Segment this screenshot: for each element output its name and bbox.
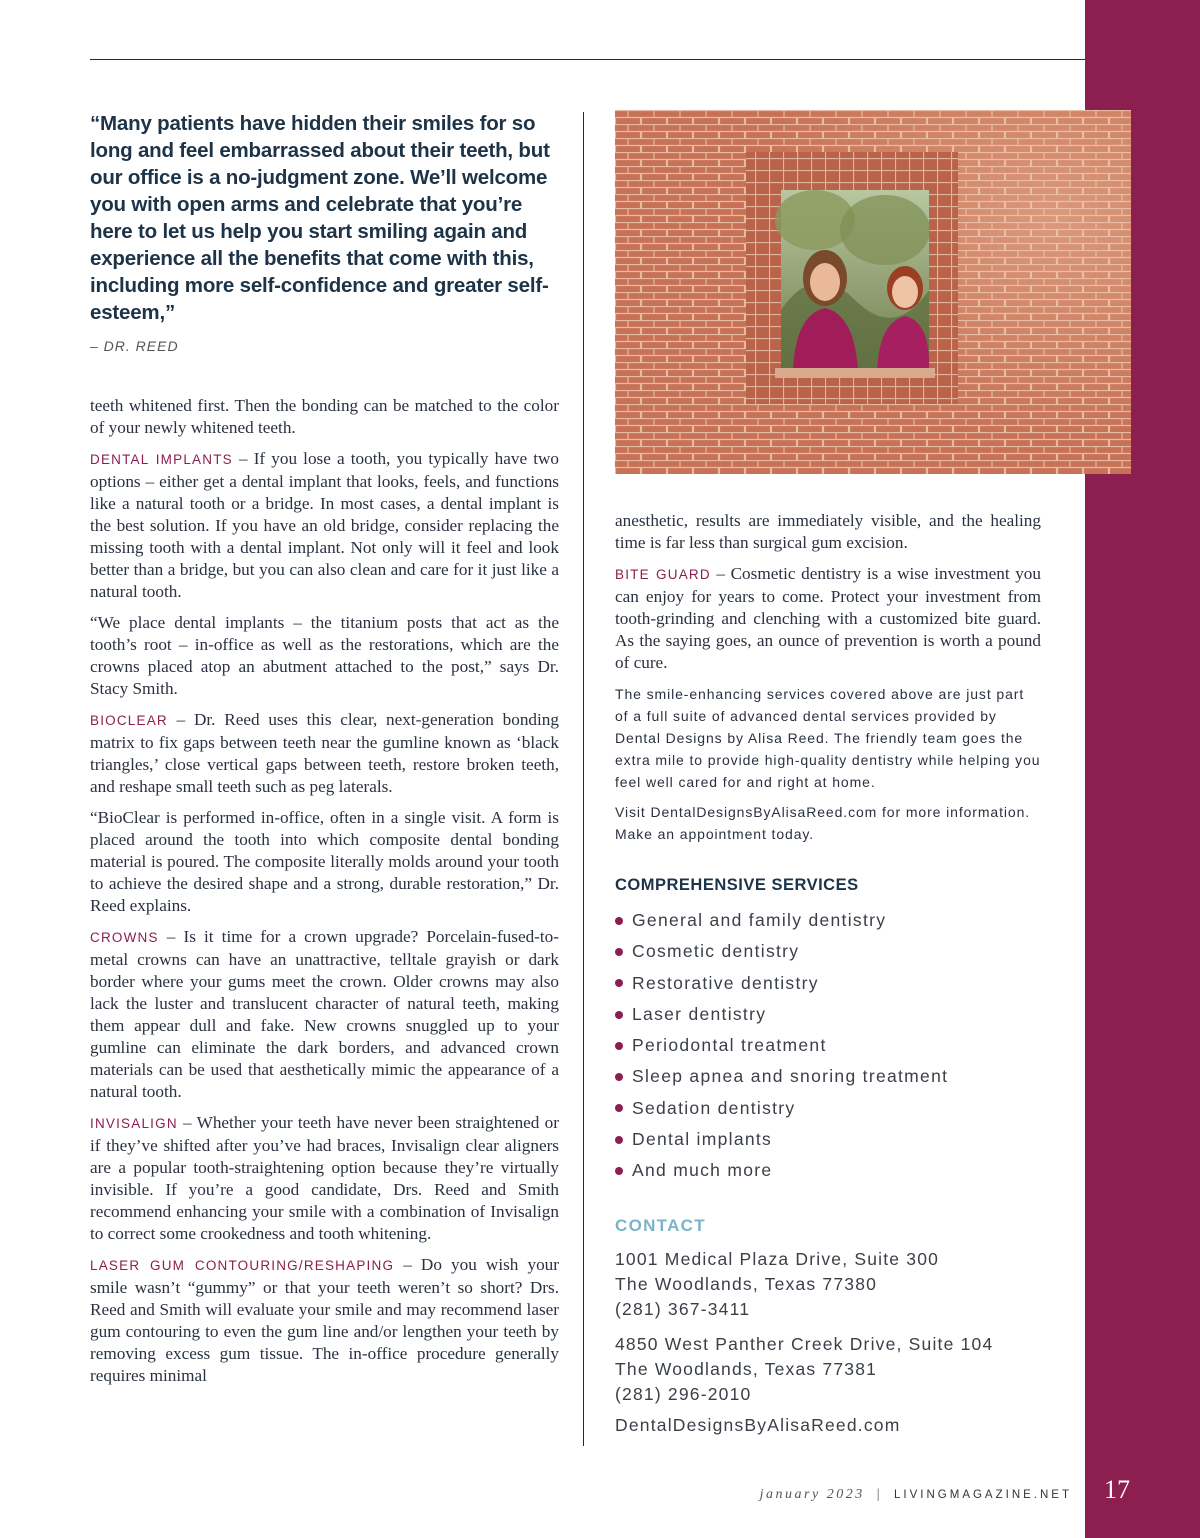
paragraph: teeth whitened first. Then the bonding can be matched to the color of your newly whitened teeth. — [90, 396, 559, 437]
list-item: Restorative dentistry — [615, 968, 948, 999]
bullet-icon — [615, 917, 623, 925]
pull-quote-block — [90, 110, 560, 354]
list-item: Dental implants — [615, 1124, 948, 1155]
bullet-icon — [615, 948, 623, 956]
paragraph-text: – Is it time for a crown upgrade? Porcelain-fused-to-metal crowns can have an unattractive, telltale grayish or dark border where your gums meet the crown. Older crowns may also lack the luster and translucent character of natural teeth, making them appear dull and fake. New crowns snuggled up to your gumline can eliminate the dark borders, and advanced crown materials can be used that aesthetically mimic the appearance of a natural tooth. — [90, 927, 559, 1101]
bullet-icon — [615, 1104, 623, 1112]
address-line: 1001 Medical Plaza Drive, Suite 300 — [615, 1249, 940, 1269]
quote-attribution: – DR. REED — [90, 338, 179, 354]
paragraph-bioclear — [90, 709, 559, 798]
section-lead: BIOCLEAR — [90, 713, 168, 728]
office-address-1 — [615, 1247, 939, 1322]
section-lead: CROWNS — [90, 930, 159, 945]
column-divider — [583, 112, 584, 1446]
paragraph-crowns — [90, 926, 559, 1103]
section-lead: DENTAL IMPLANTS — [90, 452, 233, 467]
left-article-column — [90, 395, 559, 1396]
paragraph: “We place dental implants – the titanium posts that act as the tooth’s root – in-office as well as the restorations, which are the crowns placed atop an abutment attached to the post,” says Dr. Stacy Smith. — [90, 613, 559, 698]
page-footer — [760, 1487, 1072, 1503]
issue-date: january 2023 — [759, 1487, 865, 1502]
bullet-icon — [615, 1167, 623, 1175]
phone-number: (281) 367-3411 — [615, 1299, 751, 1319]
paragraph-text: – Do you wish your smile wasn’t “gummy” or that your teeth weren’t so short? Drs. Reed and Smith will evaluate your smile and may recommend laser gum contouring to even the gum line and/or lengthen your teeth by removing excess gum tissue. The in-office procedure generally requires minimal — [90, 1255, 559, 1385]
paragraph-laser — [90, 1254, 559, 1387]
call-to-action-note: Visit DentalDesignsByAlisaReed.com for more information. Make an appointment today. — [615, 804, 1031, 842]
website-link[interactable]: DentalDesignsByAlisaReed.com — [615, 1415, 901, 1435]
list-item: Sleep apnea and snoring treatment — [615, 1061, 948, 1092]
pull-quote: “Many patients have hidden their smiles for so long and feel embarrassed about their teeth, but our office is a no-judgment zone. We’ll welcome you with open arms and celebrate that you’re here to let us help you start smiling again and experience all the benefits that come with this, including more self-confidence and greater self-esteem,” — [90, 112, 550, 324]
list-item: Cosmetic dentistry — [615, 936, 948, 967]
services-list — [615, 905, 948, 1187]
list-item: General and family dentistry — [615, 905, 948, 936]
services-heading: COMPREHENSIVE SERVICES — [615, 876, 859, 894]
bullet-icon — [615, 979, 623, 987]
address-line: 4850 West Panther Creek Drive, Suite 104 — [615, 1334, 994, 1354]
paragraph-invisalign — [90, 1112, 559, 1245]
paragraph-text: – If you lose a tooth, you typically have two options – either get a dental implant that looks, feels, and functions like a natural tooth or a bridge. In most cases, a dental implant is the best solution. If you have an old bridge, consider replacing the missing tooth with a dental implant. Not only will it feel and look better than a bridge, but you can also clean and care for it just like a natural tooth. — [90, 449, 559, 601]
paragraph-bite-guard — [615, 563, 1041, 674]
office-address-2 — [615, 1332, 993, 1407]
paragraph-text: – Dr. Reed uses this clear, next-generation bonding matrix to fix gaps between teeth near the gumline known as ‘black triangles,’ close vertical gaps between teeth, restore broken teeth, and reshape small teeth such as peg laterals. — [90, 710, 559, 796]
bullet-icon — [615, 1136, 623, 1144]
bullet-icon — [615, 1073, 623, 1081]
list-item: And much more — [615, 1155, 948, 1186]
page-number: 17 — [1104, 1475, 1130, 1504]
paragraph-dental-implants — [90, 448, 559, 603]
list-item: Sedation dentistry — [615, 1093, 948, 1124]
section-lead: LASER GUM CONTOURING/RESHAPING — [90, 1258, 395, 1273]
right-article-column — [615, 510, 1041, 853]
paragraph-text: – Cosmetic dentistry is a wise investment you can enjoy for years to come. Protect your investment from tooth-grinding and clenching with a customized bite guard. As the saying goes, an ounce of prevention is worth a pound of cure. — [615, 564, 1041, 672]
paragraph-text: – Whether your teeth have never been straightened or if they’ve shifted after you’ve had braces, Invisalign clear aligners are a popular tooth-straightening option because they’re virtually invisible. If you’re a good candidate, Drs. Reed and Smith recommend enhancing your smile with a combination of Invisalign to correct some crookedness and tooth whitening. — [90, 1113, 559, 1243]
paragraph: anesthetic, results are immediately visible, and the healing time is far less than surgical gum excision. — [615, 511, 1041, 552]
footer-separator: | — [876, 1487, 883, 1502]
address-line: The Woodlands, Texas 77381 — [615, 1359, 878, 1379]
contact-heading: CONTACT — [615, 1216, 706, 1235]
paragraph: “BioClear is performed in-office, often in a single visit. A form is placed around the tooth into which composite dental bonding material is poured. The composite literally molds around your tooth to achieve the desired shape and a strong, durable restoration,” Dr. Reed explains. — [90, 808, 559, 915]
section-lead: INVISALIGN — [90, 1116, 178, 1131]
photo-brick-window — [615, 110, 1131, 474]
top-rule — [90, 59, 1085, 60]
magazine-site: LIVINGMAGAZINE.NET — [894, 1489, 1072, 1501]
address-line: The Woodlands, Texas 77380 — [615, 1274, 878, 1294]
closing-note: The smile-enhancing services covered above are just part of a full suite of advanced dental services provided by Dental Designs by Alisa Reed. The friendly team goes the extra mile to provide high-quality dentistry while helping you feel well cared for and right at home. — [615, 686, 1041, 790]
section-lead: BITE GUARD — [615, 567, 711, 582]
phone-number: (281) 296-2010 — [615, 1384, 752, 1404]
photo-illustration — [615, 110, 1131, 474]
list-item: Periodontal treatment — [615, 1030, 948, 1061]
bullet-icon — [615, 1042, 623, 1050]
list-item: Laser dentistry — [615, 999, 948, 1030]
bullet-icon — [615, 1011, 623, 1019]
